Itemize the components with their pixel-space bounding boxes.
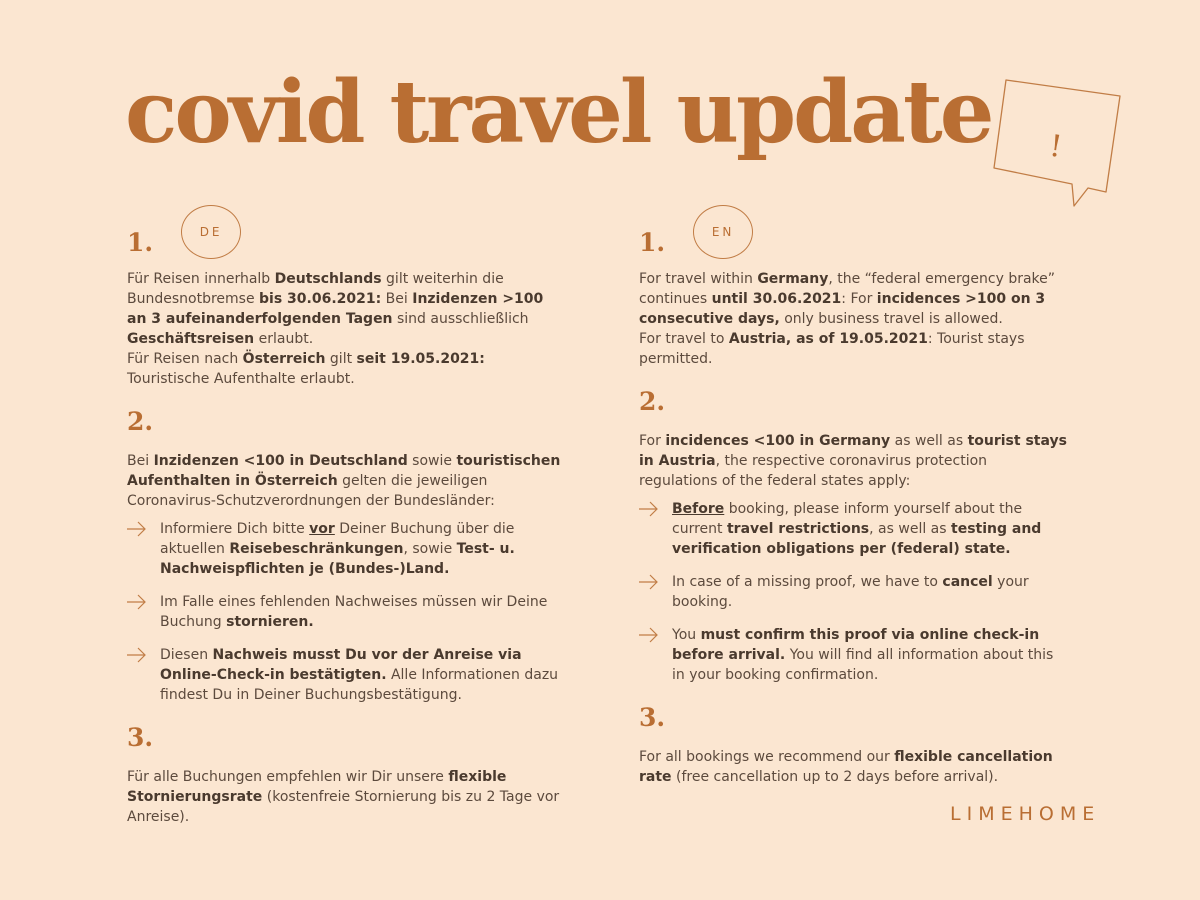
arrow-right-icon [639,625,672,685]
paragraph: Für Reisen nach Österreich gilt seit 19.05.2021: Touristische Aufenthalte erlaubt. [127,351,485,387]
list-item [639,572,1069,612]
list-item-text: Im Falle eines fehlenden Nachweises müssen wir Deine Buchung stornieren. [160,594,548,630]
bullet-list [639,499,1069,685]
paragraph: Für alle Buchungen empfehlen wir Dir unsere flexible Stornierungsrate (kostenfreie Stornierung bis zu 2 Tage vor Anreise). [127,769,560,825]
list-item [127,645,567,705]
list-item [127,592,567,632]
arrow-right-icon [639,499,672,559]
paragraph: For travel within Germany, the “federal emergency brake” continues until 30.06.2021: For incidences >100 on 3 consecutive days, only business travel is allowed. [639,271,1056,327]
paragraph: For incidences <100 in Germany as well as tourist stays in Austria, the respective coronavirus protection regulations of the federal states apply: [639,433,1067,489]
list-item-text: Informiere Dich bitte vor Deiner Buchung über die aktuellen Reisebeschränkungen, sowie Test- u. Nachweispflichten je (Bundes-)Land. [160,521,515,577]
section-number: 2. [639,387,666,416]
arrow-right-icon [127,592,160,632]
paragraph: Für Reisen innerhalb Deutschlands gilt weiterhin die Bundesnotbremse bis 30.06.2021: Bei Inzidenzen >100 an 3 aufeinanderfolgenden Tagen sind ausschließlich Geschäftsreisen erlaubt. [127,271,544,347]
list-item-text: You must confirm this proof via online check-in before arrival. You will find all information about this in your booking confirmation. [672,627,1054,683]
exclamation-mark: ! [1047,128,1065,165]
list-item [127,519,567,579]
arrow-right-icon [127,519,160,579]
section-1-header [639,205,1069,259]
bullet-list [127,519,567,705]
paragraph: For travel to Austria, as of 19.05.2021: Tourist stays permitted. [639,331,1025,367]
arrow-right-icon [127,645,160,705]
arrow-right-icon [639,572,672,612]
list-item [639,625,1069,685]
brand-logo: LIMEHOME [950,803,1101,825]
english-column [639,205,1069,787]
section-number: 1. [639,228,666,257]
speech-bubble-icon [988,72,1128,212]
list-item-text: Diesen Nachweis musst Du vor der Anreise via Online-Check-in bestätigten. Alle Informationen dazu findest Du in Deiner Buchungsbestätigung. [160,647,559,703]
language-badge-de: DE [181,205,241,259]
section-1-header [127,205,567,259]
paragraph: Bei Inzidenzen <100 in Deutschland sowie touristischen Aufenthalten in Österreich gelten die jeweiligen Coronavirus-Schutzverordnungen der Bundesländer: [127,453,561,509]
section-number: 1. [127,228,154,257]
section-number: 3. [639,703,666,732]
list-item-text: In case of a missing proof, we have to cancel your booking. [672,574,1029,610]
list-item [639,499,1069,559]
list-item-text: Before booking, please inform yourself about the current travel restrictions, as well as testing and verification obligations per (federal) state. [672,501,1042,557]
language-badge-en: EN [693,205,753,259]
section-number: 3. [127,723,154,752]
page-title: covid travel update [125,62,992,163]
paragraph: For all bookings we recommend our flexible cancellation rate (free cancellation up to 2 days before arrival). [639,749,1053,785]
german-column [127,205,567,827]
section-number: 2. [127,407,154,436]
